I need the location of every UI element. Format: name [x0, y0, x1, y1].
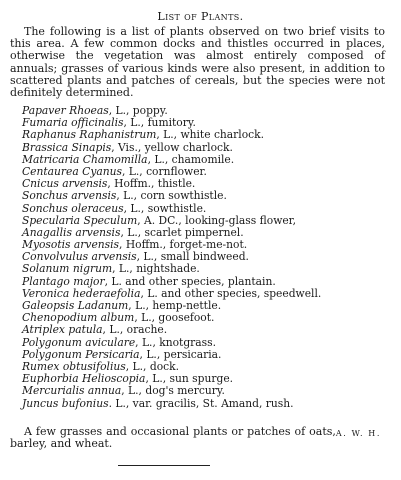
plant-authority-common-name: , L., sowthistle. — [123, 201, 207, 215]
plant-authority-common-name: , L., orache. — [102, 323, 168, 337]
plant-authority-common-name: . L., var. gracilis, St. Amand, rush. — [108, 396, 294, 410]
plant-scientific-name: Plantago major — [22, 274, 105, 288]
plant-authority-common-name: , A. DC., looking-glass flower, — [137, 213, 296, 227]
author-initials: A. W. H. — [335, 429, 381, 438]
plant-authority-common-name: , L., knotgrass. — [135, 335, 217, 349]
plant-list — [22, 105, 321, 410]
plant-scientific-name: Cnicus arvensis — [22, 177, 108, 191]
plant-authority-common-name: , Vis., yellow charlock. — [111, 140, 233, 154]
section-heading: List of Plants. — [157, 10, 244, 23]
plant-authority-common-name: , L., white charlock. — [156, 128, 265, 142]
plant-authority-common-name: , Hoffm., thistle. — [107, 177, 196, 191]
plant-authority-common-name: , L., scarlet pimpernel. — [120, 225, 244, 239]
plant-scientific-name: Juncus bufonius — [22, 396, 109, 410]
plant-scientific-name: Veronica hederaefolia — [22, 286, 141, 300]
plant-scientific-name: Convolvulus arvensis — [22, 250, 137, 264]
plant-authority-common-name: , L., cornflower. — [121, 164, 207, 178]
plant-scientific-name: Specularia Speculum — [22, 213, 138, 227]
plant-scientific-name: Raphanus Raphanistrum — [22, 128, 157, 142]
plant-scientific-name: Myosotis arvensis — [22, 238, 120, 252]
plant-scientific-name: Galeopsis Ladanum — [22, 299, 129, 312]
plant-authority-common-name: , Hoffm., forget-me-not. — [119, 238, 248, 252]
plant-scientific-name: Brassica Sinapis — [22, 140, 112, 154]
plant-scientific-name: Sonchus oleraceus — [22, 201, 124, 215]
plant-scientific-name: Papaver Rhoeas — [22, 104, 109, 117]
plant-scientific-name: Polygonum Persicaria — [22, 347, 140, 361]
plant-authority-common-name: , L., corn sowthistle. — [116, 189, 227, 203]
plant-authority-common-name: , L., fumitory. — [123, 116, 196, 130]
plant-scientific-name: Solanum nigrum — [22, 262, 113, 276]
intro-paragraph: The following is a list of plants observed on two brief visits to this area. A few common docks and thistles occurred in places, otherwise the vegetation was almost entirely composed of annuals; grasses of various kinds were also present, in addition to scattered plants and patches of cereals, but the species were not definitely determined. — [10, 25, 385, 100]
section-divider — [118, 465, 210, 466]
plant-authority-common-name: , L., poppy. — [108, 104, 168, 117]
plant-scientific-name: Euphorbia Helioscopia — [22, 372, 146, 386]
plant-authority-common-name: , L., chamomile. — [147, 152, 235, 166]
plant-authority-common-name: , L., goosefoot. — [134, 311, 215, 325]
closing-text: A few grasses and occasional plants or patches of oats, barley, and wheat. — [10, 425, 336, 451]
plant-authority-common-name: , L., sun spurge. — [145, 372, 234, 386]
plant-scientific-name: Centaurea Cyanus — [22, 164, 122, 178]
plant-authority-common-name: , L. and other species, plantain. — [104, 274, 276, 288]
plant-scientific-name: Matricaria Chamomilla — [22, 152, 148, 166]
plant-scientific-name: Mercurialis annua — [22, 384, 122, 398]
plant-entry — [22, 398, 321, 410]
plant-scientific-name: Anagallis arvensis — [22, 225, 121, 239]
plant-scientific-name: Polygonum aviculare — [22, 335, 136, 349]
plant-authority-common-name: , L., hemp-nettle. — [128, 299, 222, 312]
plant-authority-common-name: , L., persicaria. — [139, 347, 222, 361]
plant-scientific-name: Atriplex patula — [22, 323, 103, 337]
plant-authority-common-name: , L., nightshade. — [112, 262, 200, 276]
plant-authority-common-name: , L., small bindweed. — [136, 250, 249, 264]
plant-scientific-name: Fumaria officinalis — [22, 116, 124, 130]
closing-paragraph — [10, 426, 385, 450]
plant-scientific-name: Rumex obtusifolius — [22, 359, 126, 373]
plant-authority-common-name: , L., dock. — [125, 359, 179, 373]
plant-authority-common-name: , L. and other species, speedwell. — [140, 286, 322, 300]
plant-scientific-name: Sonchus arvensis — [22, 189, 117, 203]
plant-authority-common-name: , L., dog's mercury. — [121, 384, 225, 398]
plant-scientific-name: Chenopodium album — [22, 311, 135, 325]
